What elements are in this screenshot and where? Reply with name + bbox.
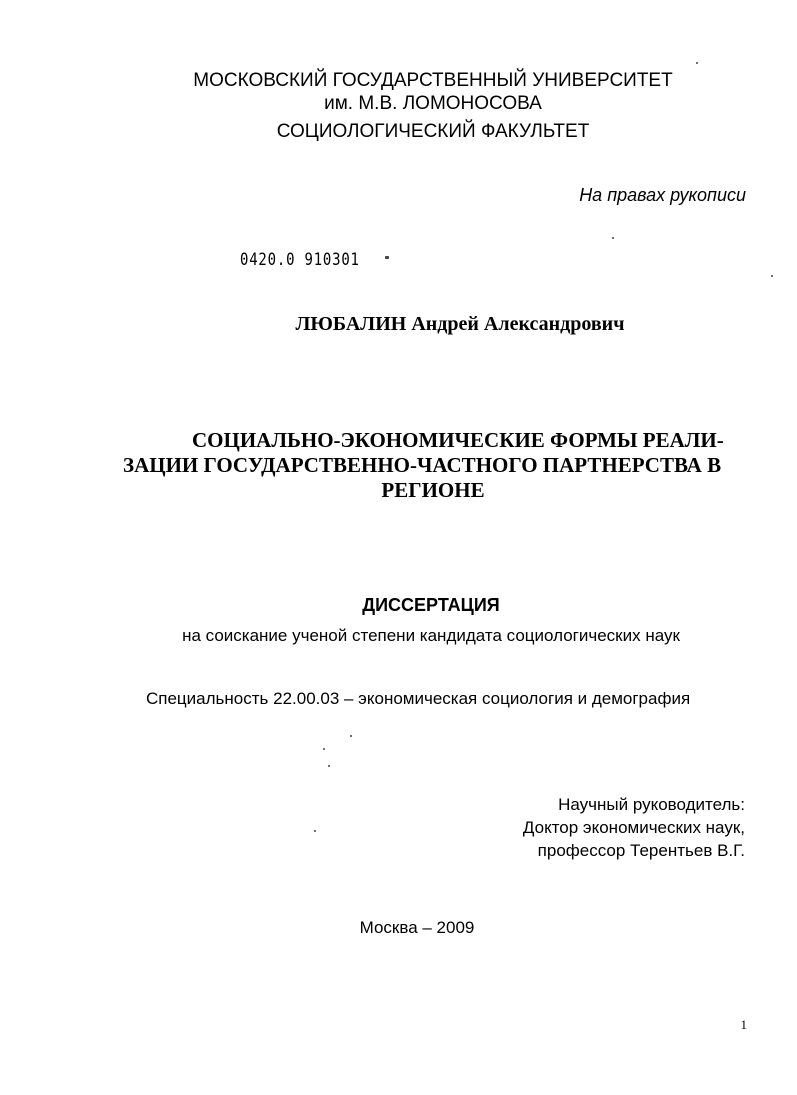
university-name: МОСКОВСКИЙ ГОСУДАРСТВЕННЫЙ УНИВЕРСИТЕТ bbox=[193, 70, 673, 91]
degree-statement: на соискание ученой степени кандидата социологических наук bbox=[182, 626, 680, 645]
scan-speck bbox=[696, 62, 698, 64]
specialty: Специальность 22.00.03 – экономическая социология и демография bbox=[146, 689, 691, 708]
university-honorific: им. М.В. ЛОМОНОСОВА bbox=[324, 93, 542, 114]
page-number: 1 bbox=[740, 1017, 747, 1032]
scan-speck bbox=[385, 256, 389, 259]
advisor-name: профессор Терентьев В.Г. bbox=[537, 841, 745, 860]
scan-speck bbox=[612, 237, 614, 239]
registration-number: 0420.0 910301 bbox=[240, 250, 360, 270]
advisor-degree: Доктор экономических наук, bbox=[522, 818, 745, 837]
dissertation-title-line: ЗАЦИИ ГОСУДАРСТВЕННО-ЧАСТНОГО ПАРТНЕРСТВА В bbox=[123, 453, 722, 477]
scan-speck bbox=[328, 765, 330, 767]
work-type: ДИССЕРТАЦИЯ bbox=[362, 595, 500, 615]
dissertation-title-line: СОЦИАЛЬНО-ЭКОНОМИЧЕСКИЕ ФОРМЫ РЕАЛИ- bbox=[192, 428, 724, 452]
advisor-label: Научный руководитель: bbox=[558, 795, 745, 814]
scan-speck bbox=[350, 735, 352, 737]
dissertation-title-line: РЕГИОНЕ bbox=[381, 478, 485, 502]
scan-speck bbox=[314, 830, 316, 832]
scan-speck bbox=[323, 748, 325, 750]
faculty-name: СОЦИОЛОГИЧЕСКИЙ ФАКУЛЬТЕТ bbox=[276, 121, 590, 142]
place-and-year: Москва – 2009 bbox=[359, 918, 475, 937]
scan-speck bbox=[771, 275, 773, 277]
manuscript-note: На правах рукописи bbox=[579, 185, 746, 205]
author-name: ЛЮБАЛИН Андрей Александрович bbox=[295, 313, 625, 335]
